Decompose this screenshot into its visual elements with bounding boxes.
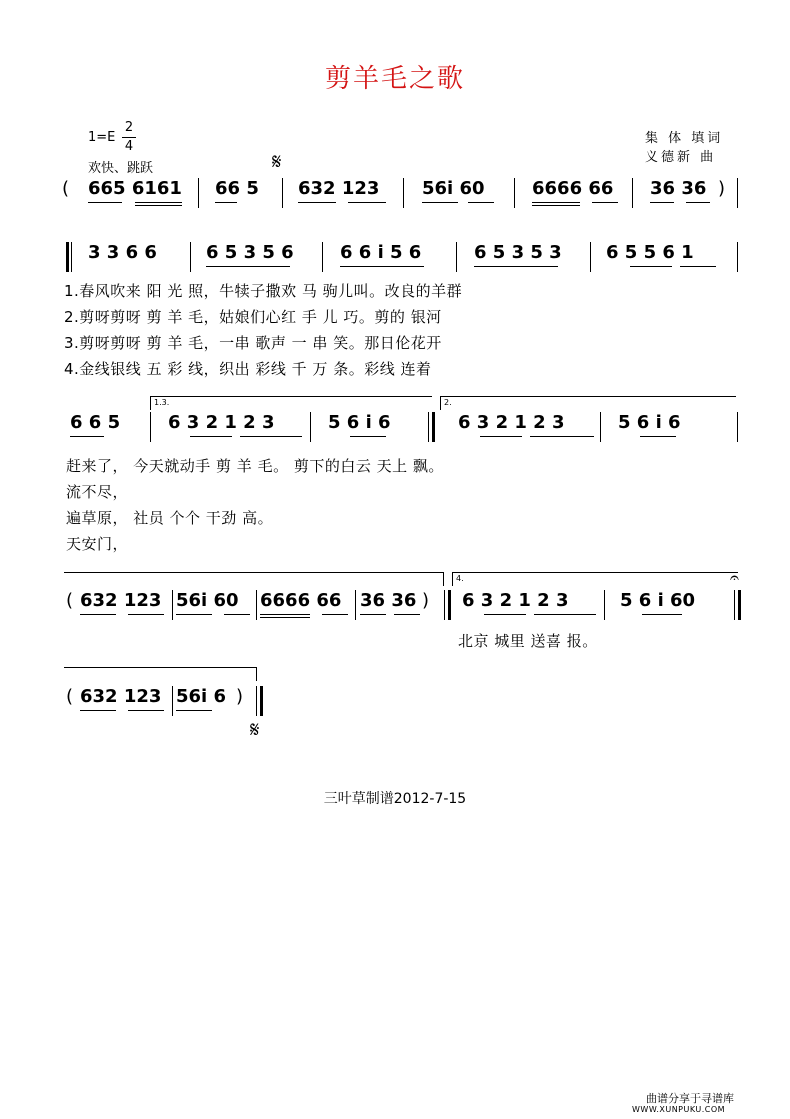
- intro-bracket-right: [443, 572, 444, 586]
- measure-1-6: 36 36: [650, 178, 707, 199]
- barline: [322, 242, 323, 272]
- final-bar-thin: [734, 590, 735, 620]
- measure-4-4: 36 36: [360, 590, 417, 611]
- barline: [456, 242, 457, 272]
- measure-4-1: 632 123: [80, 590, 162, 611]
- beam: [468, 202, 494, 203]
- repeat-end-bar: [444, 590, 445, 620]
- beam: [532, 202, 580, 203]
- measure-2-4: 6 5 3 5 3: [474, 242, 562, 263]
- site-url[interactable]: WWW.XUNPUKU.COM: [632, 1105, 726, 1114]
- measure-2-2: 6 5 3 5 6: [206, 242, 294, 263]
- barline: [282, 178, 283, 208]
- measure-4-6: 5 6 i 60: [620, 590, 696, 611]
- beam: [340, 266, 424, 267]
- measure-1-4: 56i 60: [422, 178, 485, 199]
- beam: [484, 614, 526, 615]
- beam: [260, 614, 310, 615]
- measure-3-2: 6 3 2 1 2 3: [168, 412, 275, 433]
- staff-line-5: [0, 686, 790, 716]
- beam: [680, 266, 716, 267]
- measure-3-5: 5 6 i 6: [618, 412, 681, 433]
- volta-label-1: 1.3.: [154, 398, 170, 407]
- volta-bracket-4: [452, 572, 738, 573]
- barline: [604, 590, 605, 620]
- measure-1-1: 665 6161: [88, 178, 182, 199]
- beam: [215, 202, 237, 203]
- barline: [355, 590, 356, 620]
- time-signature-bar: [122, 137, 136, 138]
- verse-1: 1.春风吹来 阳 光 照，牛犊子撒欢 马 驹儿叫。改良的羊群: [64, 282, 463, 300]
- barline: [600, 412, 601, 442]
- lyrics-line3-3: 遍草原， 社员 个个 干劲 高。: [66, 509, 274, 527]
- beam: [474, 266, 558, 267]
- repeat-end-bar-thick: [448, 590, 451, 620]
- measure-5-2: 56i 6: [176, 686, 227, 707]
- verse-2: 2.剪呀剪呀 剪 羊 毛，姑娘们心红 手 儿 巧。剪的 银河: [64, 308, 442, 326]
- beam: [322, 614, 348, 615]
- measure-2-3: 6 6 i 5 6: [340, 242, 422, 263]
- beam: [480, 436, 522, 437]
- volta-bracket-2: [440, 396, 736, 397]
- beam: [135, 202, 182, 203]
- barline: [737, 242, 738, 272]
- beam: [298, 202, 336, 203]
- beam: [360, 614, 386, 615]
- beam: [650, 202, 674, 203]
- beam: [176, 614, 212, 615]
- barline: [737, 412, 738, 442]
- measure-4-2: 56i 60: [176, 590, 239, 611]
- repeat-start-bar-thin: [71, 242, 72, 272]
- beam: [176, 710, 212, 711]
- beam: [190, 436, 232, 437]
- tempo-marking: 欢快、跳跃: [88, 161, 154, 176]
- beam: [642, 614, 682, 615]
- beam: [80, 614, 116, 615]
- measure-1-2: 66 5: [215, 178, 259, 199]
- verse-4: 4.金线银线 五 彩 线，织出 彩线 千 万 条。彩线 连着: [64, 360, 432, 378]
- beam: [128, 710, 164, 711]
- barline: [403, 178, 404, 208]
- beam: [80, 710, 116, 711]
- lyrics-line3-2: 流不尽，: [66, 483, 129, 501]
- beam: [592, 202, 618, 203]
- coda-bracket: [64, 667, 256, 668]
- lyrics-line3-1: 赶来了， 今天就动手 剪 羊 毛。 剪下的白云 天上 飘。: [66, 457, 444, 475]
- staff-line-1: [0, 178, 790, 208]
- coda-bracket-right: [256, 667, 257, 681]
- verse-3: 3.剪呀剪呀 剪 羊 毛，一串 歌声 一 串 笑。那日伦花开: [64, 334, 442, 352]
- barline: [190, 242, 191, 272]
- song-title: 剪羊毛之歌: [324, 64, 465, 94]
- beam: [532, 205, 580, 206]
- final-bar-thick: [738, 590, 741, 620]
- beam: [630, 266, 672, 267]
- beam: [686, 202, 710, 203]
- barline: [737, 178, 738, 208]
- beam: [350, 436, 386, 437]
- beam: [128, 614, 164, 615]
- close-paren: ): [236, 686, 244, 707]
- measure-2-1: 3 3 6 6: [88, 242, 157, 263]
- open-paren: (: [62, 178, 70, 199]
- measure-5-1: 632 123: [80, 686, 162, 707]
- volta-bracket-1: [150, 396, 432, 397]
- beam: [534, 614, 596, 615]
- staff-line-4: [0, 590, 790, 620]
- segno-icon: 𝄋: [272, 150, 282, 175]
- beam: [135, 205, 182, 206]
- beam: [348, 202, 386, 203]
- measure-3-1: 6 6 5: [70, 412, 121, 433]
- credits: [645, 129, 723, 167]
- lyricist-credit: 集 体 填词: [645, 131, 724, 146]
- beam: [394, 614, 420, 615]
- volta-bracket-2-left: [440, 396, 441, 410]
- segno-icon: 𝄋: [250, 718, 260, 743]
- barline: [198, 178, 199, 208]
- fermata-icon: 𝄐: [730, 568, 739, 587]
- repeat-start-bar: [66, 242, 69, 272]
- open-paren: (: [66, 686, 74, 707]
- staff-line-3: [0, 412, 790, 442]
- lyrics-line3-4: 天安门，: [66, 535, 129, 553]
- measure-4-5: 6 3 2 1 2 3: [462, 590, 569, 611]
- time-signature: [122, 120, 136, 155]
- staff-line-2: [0, 242, 790, 272]
- beam: [88, 202, 122, 203]
- measure-3-3: 5 6 i 6: [328, 412, 391, 433]
- measure-4-3: 6666 66: [260, 590, 342, 611]
- volta-label-4: 4.: [456, 574, 464, 583]
- close-paren: ): [718, 178, 726, 199]
- measure-1-3: 632 123: [298, 178, 380, 199]
- volta-bracket-1-left: [150, 396, 151, 410]
- repeat-end-bar: [428, 412, 429, 442]
- barline: [310, 412, 311, 442]
- time-signature-top: 2: [124, 120, 134, 135]
- time-signature-bottom: 4: [124, 139, 134, 154]
- beam: [224, 614, 250, 615]
- final-bar-thin: [256, 686, 257, 716]
- open-paren: (: [66, 590, 74, 611]
- measure-1-5: 6666 66: [532, 178, 614, 199]
- intro-bracket: [64, 572, 444, 573]
- barline: [590, 242, 591, 272]
- measure-3-4: 6 3 2 1 2 3: [458, 412, 565, 433]
- barline: [256, 590, 257, 620]
- measure-2-5: 6 5 5 6 1: [606, 242, 694, 263]
- volta-label-2: 2.: [444, 398, 452, 407]
- barline: [172, 686, 173, 716]
- beam: [206, 266, 290, 267]
- volta-bracket-4-left: [452, 572, 453, 586]
- barline: [632, 178, 633, 208]
- beam: [70, 436, 104, 437]
- beam: [422, 202, 458, 203]
- key-signature: 1=E: [88, 130, 116, 145]
- site-name: 曲谱分享于寻谱库: [646, 1092, 734, 1105]
- beam: [240, 436, 302, 437]
- barline: [514, 178, 515, 208]
- close-paren: ): [422, 590, 430, 611]
- beam: [260, 617, 310, 618]
- beam: [640, 436, 676, 437]
- transcriber-footer: 三叶草制谱2012-7-15: [323, 791, 467, 807]
- lyrics-line4: 北京 城里 送喜 报。: [458, 632, 598, 650]
- final-bar-thick: [260, 686, 263, 716]
- repeat-end-bar-thick: [432, 412, 435, 442]
- barline: [150, 412, 151, 442]
- barline: [172, 590, 173, 620]
- composer-credit: 义德新 曲: [645, 150, 717, 165]
- beam: [530, 436, 594, 437]
